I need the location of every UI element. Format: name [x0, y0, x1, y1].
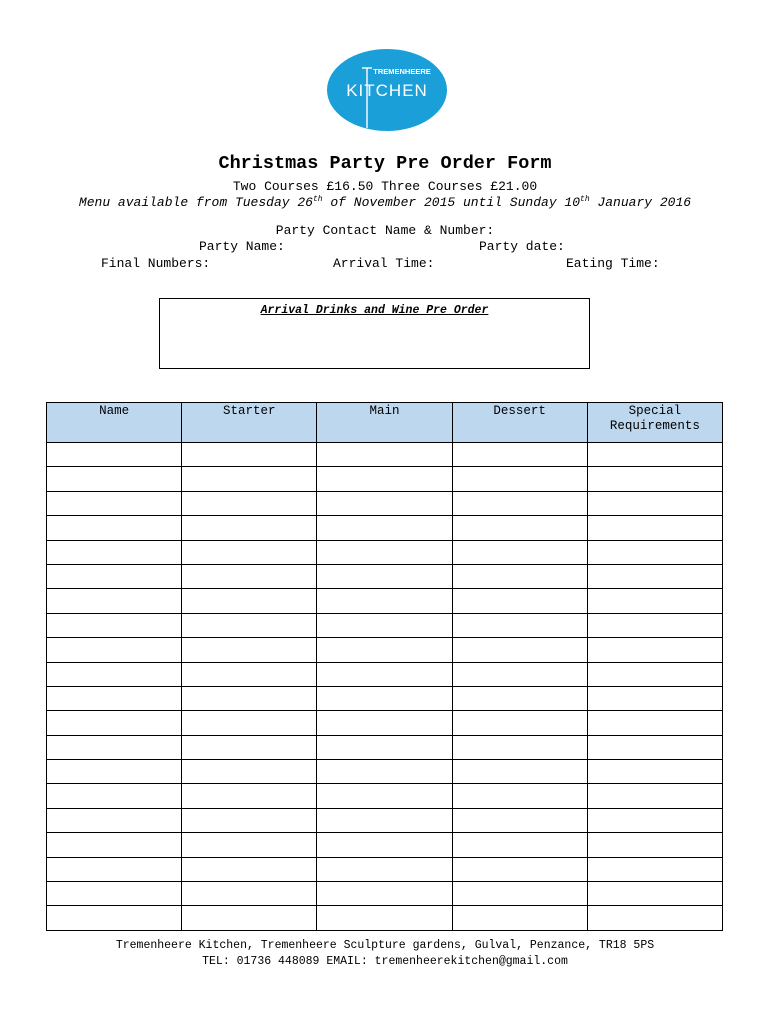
table-cell[interactable]	[317, 784, 452, 808]
table-cell[interactable]	[47, 686, 182, 710]
menu-dates-line: Menu available from Tuesday 26th of November 2015 until Sunday 10th January 2016	[78, 195, 692, 210]
table-cell[interactable]	[452, 882, 587, 906]
table-cell[interactable]	[317, 857, 452, 881]
table-cell[interactable]	[587, 467, 722, 491]
table-cell[interactable]	[47, 443, 182, 467]
table-cell[interactable]	[452, 516, 587, 540]
logo-brand-text: KITCHEN	[346, 81, 428, 100]
table-cell[interactable]	[47, 906, 182, 930]
header-dessert: Dessert	[452, 403, 587, 443]
table-cell[interactable]	[452, 491, 587, 515]
table-cell[interactable]	[317, 540, 452, 564]
table-cell[interactable]	[317, 735, 452, 759]
table-cell[interactable]	[452, 906, 587, 930]
table-cell[interactable]	[182, 540, 317, 564]
table-cell[interactable]	[47, 808, 182, 832]
header-name: Name	[47, 403, 182, 443]
table-cell[interactable]	[452, 833, 587, 857]
table-row	[47, 491, 723, 515]
table-cell[interactable]	[182, 491, 317, 515]
table-cell[interactable]	[47, 882, 182, 906]
logo-top-text: TREMENHEERE	[373, 67, 431, 76]
table-cell[interactable]	[452, 808, 587, 832]
table-cell[interactable]	[317, 638, 452, 662]
table-cell[interactable]	[317, 882, 452, 906]
table-cell[interactable]	[317, 613, 452, 637]
prices-line: Two Courses £16.50 Three Courses £21.00	[232, 179, 538, 194]
table-body	[47, 443, 723, 931]
table-row	[47, 833, 723, 857]
table-cell[interactable]	[182, 443, 317, 467]
table-row	[47, 443, 723, 467]
party-name-field: Party Name:	[199, 239, 285, 254]
table-cell[interactable]	[317, 443, 452, 467]
table-cell[interactable]	[47, 540, 182, 564]
table-cell[interactable]	[47, 516, 182, 540]
table-cell[interactable]	[452, 760, 587, 784]
table-row	[47, 589, 723, 613]
table-cell[interactable]	[587, 662, 722, 686]
table-cell[interactable]	[47, 735, 182, 759]
table-cell[interactable]	[182, 760, 317, 784]
table-cell[interactable]	[47, 857, 182, 881]
table-cell[interactable]	[182, 833, 317, 857]
table-cell[interactable]	[317, 808, 452, 832]
arrival-time-field: Arrival Time:	[333, 256, 435, 271]
table-cell[interactable]	[452, 540, 587, 564]
party-contact-field: Party Contact Name & Number:	[275, 223, 495, 238]
table-row	[47, 808, 723, 832]
table-cell[interactable]	[587, 906, 722, 930]
table-row	[47, 662, 723, 686]
table-cell[interactable]	[452, 564, 587, 588]
table-cell[interactable]	[47, 833, 182, 857]
pre-order-table	[46, 402, 723, 931]
table-row	[47, 638, 723, 662]
table-cell[interactable]	[587, 516, 722, 540]
table-cell[interactable]	[452, 711, 587, 735]
table-cell[interactable]	[452, 662, 587, 686]
party-date-field: Party date:	[479, 239, 565, 254]
table-cell[interactable]	[317, 686, 452, 710]
table-cell[interactable]	[317, 467, 452, 491]
table-cell[interactable]	[587, 638, 722, 662]
table-row	[47, 760, 723, 784]
table-cell[interactable]	[452, 613, 587, 637]
drinks-order-box[interactable]	[159, 298, 590, 369]
table-row	[47, 735, 723, 759]
table-cell[interactable]	[182, 638, 317, 662]
table-cell[interactable]	[317, 906, 452, 930]
table-cell[interactable]	[452, 857, 587, 881]
table-cell[interactable]	[47, 589, 182, 613]
table-cell[interactable]	[587, 784, 722, 808]
table-cell[interactable]	[587, 808, 722, 832]
footer-contact: TEL: 01736 448089 EMAIL: tremenheerekitchen@gmail.com	[202, 955, 568, 968]
table-cell[interactable]	[317, 833, 452, 857]
table-cell[interactable]	[182, 589, 317, 613]
header-special-requirements: Special Requirements	[587, 403, 722, 443]
table-cell[interactable]	[452, 467, 587, 491]
table-cell[interactable]	[587, 711, 722, 735]
table-cell[interactable]	[317, 491, 452, 515]
table-cell[interactable]	[587, 882, 722, 906]
table-cell[interactable]	[587, 443, 722, 467]
table-cell[interactable]	[47, 662, 182, 686]
table-row	[47, 540, 723, 564]
table-cell[interactable]	[587, 686, 722, 710]
table-row	[47, 564, 723, 588]
table-cell[interactable]	[317, 516, 452, 540]
table-cell[interactable]	[587, 613, 722, 637]
table-row	[47, 711, 723, 735]
table-cell[interactable]	[182, 564, 317, 588]
table-cell[interactable]	[182, 613, 317, 637]
table-cell[interactable]	[452, 589, 587, 613]
table-row	[47, 906, 723, 930]
table-cell[interactable]	[182, 686, 317, 710]
table-cell[interactable]	[182, 662, 317, 686]
table-cell[interactable]	[587, 760, 722, 784]
table-cell[interactable]	[47, 711, 182, 735]
table-cell[interactable]	[47, 491, 182, 515]
table-cell[interactable]	[182, 784, 317, 808]
drinks-box-title: Arrival Drinks and Wine Pre Order	[260, 304, 489, 317]
table-cell[interactable]	[587, 857, 722, 881]
table-cell[interactable]	[587, 564, 722, 588]
footer-address: Tremenheere Kitchen, Tremenheere Sculpture gardens, Gulval, Penzance, TR18 5PS	[115, 939, 655, 952]
table-cell[interactable]	[182, 906, 317, 930]
table-cell[interactable]	[317, 711, 452, 735]
table-row	[47, 516, 723, 540]
table-cell[interactable]	[587, 589, 722, 613]
table-cell[interactable]	[587, 540, 722, 564]
table-cell[interactable]	[182, 711, 317, 735]
table-cell[interactable]	[47, 613, 182, 637]
table-cell[interactable]	[452, 443, 587, 467]
table-row	[47, 686, 723, 710]
table-row	[47, 882, 723, 906]
tremenheere-kitchen-logo	[326, 48, 448, 132]
table-cell[interactable]	[587, 833, 722, 857]
table-header-row	[47, 403, 723, 443]
table-cell[interactable]	[47, 760, 182, 784]
table-row	[47, 467, 723, 491]
table-cell[interactable]	[452, 735, 587, 759]
table-cell[interactable]	[587, 491, 722, 515]
table-cell[interactable]	[182, 735, 317, 759]
table-row	[47, 857, 723, 881]
table-cell[interactable]	[182, 516, 317, 540]
table-cell[interactable]	[317, 564, 452, 588]
table-cell[interactable]	[182, 882, 317, 906]
table-cell[interactable]	[47, 564, 182, 588]
table-cell[interactable]	[452, 638, 587, 662]
table-row	[47, 784, 723, 808]
final-numbers-field: Final Numbers:	[101, 256, 211, 271]
header-starter: Starter	[182, 403, 317, 443]
eating-time-field: Eating Time:	[566, 256, 660, 271]
table-cell[interactable]	[452, 686, 587, 710]
table-row	[47, 613, 723, 637]
table-cell[interactable]	[182, 857, 317, 881]
table-cell[interactable]	[587, 735, 722, 759]
table-cell[interactable]	[452, 784, 587, 808]
table-cell[interactable]	[47, 467, 182, 491]
table-cell[interactable]	[47, 784, 182, 808]
table-cell[interactable]	[317, 589, 452, 613]
table-cell[interactable]	[317, 760, 452, 784]
table-cell[interactable]	[47, 638, 182, 662]
table-cell[interactable]	[182, 808, 317, 832]
table-cell[interactable]	[317, 662, 452, 686]
page-title: Christmas Party Pre Order Form	[218, 153, 552, 174]
table-cell[interactable]	[182, 467, 317, 491]
header-main: Main	[317, 403, 452, 443]
